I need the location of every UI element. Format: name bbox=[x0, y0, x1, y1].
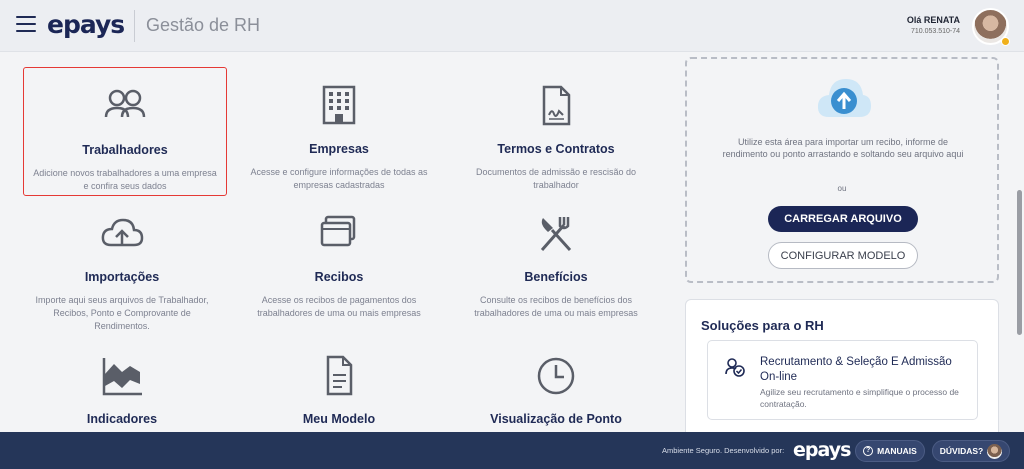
card-title: Trabalhadores bbox=[82, 143, 168, 157]
card-desc: Consulte os recibos de benefícios dos trabalhadores de uma ou mais empresas bbox=[474, 295, 638, 318]
solutions-panel bbox=[685, 299, 999, 439]
solution-item-title: Recrutamento & Seleção E Admissão On-line bbox=[760, 356, 952, 383]
configure-model-button[interactable]: CONFIGURAR MODELO bbox=[768, 242, 918, 269]
upload-instructions: Utilize esta área para importar um recibo, informe de rendimento ou ponto arrastando e soltando seu arquivo aqui bbox=[722, 137, 964, 159]
card-title: Visualização de Ponto bbox=[490, 412, 622, 426]
card-indicadores[interactable] bbox=[20, 354, 224, 426]
footer bbox=[0, 432, 1024, 469]
card-title: Importações bbox=[84, 270, 160, 284]
upload-dropzone[interactable] bbox=[685, 57, 999, 283]
epays-logo[interactable]: epays bbox=[47, 10, 125, 39]
receipts-icon bbox=[317, 212, 361, 256]
card-desc: Documentos de admissão e rescisão do trabalhador bbox=[475, 167, 637, 190]
cloud-upload-icon bbox=[815, 71, 873, 123]
questions-button[interactable] bbox=[932, 440, 1010, 462]
header-divider bbox=[134, 10, 135, 42]
card-importacoes[interactable] bbox=[20, 212, 224, 333]
contract-icon bbox=[534, 84, 578, 128]
card-visualizacao-ponto[interactable] bbox=[454, 354, 658, 426]
upload-or: ou bbox=[837, 184, 847, 193]
support-avatar bbox=[987, 444, 1002, 459]
user-check-icon bbox=[724, 356, 746, 378]
card-title: Meu Modelo bbox=[302, 412, 376, 426]
app-title: Gestão de RH bbox=[146, 15, 261, 35]
upload-file-button[interactable]: CARREGAR ARQUIVO bbox=[768, 206, 918, 232]
footer-text: Ambiente Seguro. Desenvolvido por: bbox=[662, 446, 785, 455]
menu-icon[interactable] bbox=[16, 16, 36, 34]
card-trabalhadores[interactable] bbox=[23, 67, 227, 196]
solutions-title: Soluções para o RH bbox=[701, 318, 824, 333]
help-icon: ? bbox=[863, 446, 873, 456]
top-header bbox=[0, 0, 1024, 52]
cloud-upload-icon bbox=[100, 212, 144, 256]
solution-item-desc: Agilize seu recrutamento e simplifique o processo de contratação. bbox=[760, 387, 959, 409]
fork-knife-icon bbox=[534, 212, 578, 256]
building-icon bbox=[317, 84, 361, 128]
card-desc: Acesse os recibos de pagamentos dos trabalhadores de uma ou mais empresas bbox=[257, 295, 421, 318]
card-desc: Adicione novos trabalhadores a uma empresa e confira seus dados bbox=[33, 168, 217, 191]
card-desc: Acesse e configure informações de todas as empresas cadastradas bbox=[250, 167, 428, 190]
status-dot bbox=[1001, 37, 1010, 46]
card-title: Termos e Contratos bbox=[497, 142, 615, 156]
card-title: Indicadores bbox=[86, 412, 158, 426]
clock-icon bbox=[534, 354, 578, 398]
scrollbar-thumb[interactable] bbox=[1017, 190, 1022, 335]
footer-logo[interactable]: epays bbox=[793, 439, 851, 461]
manuals-label: MANUAIS bbox=[877, 446, 917, 456]
card-desc: Importe aqui seus arquivos de Trabalhador, Recibos, Ponto e Comprovante de Rendimentos. bbox=[35, 295, 209, 331]
card-title: Empresas bbox=[309, 142, 369, 156]
users-icon bbox=[103, 85, 147, 129]
recruitment-solution-card[interactable] bbox=[707, 340, 978, 420]
user-greeting: Olá RENATA bbox=[906, 15, 960, 25]
card-empresas[interactable] bbox=[237, 84, 441, 192]
area-chart-icon bbox=[100, 354, 144, 398]
card-recibos[interactable] bbox=[237, 212, 441, 320]
card-termos-contratos[interactable] bbox=[454, 84, 658, 192]
manuals-button[interactable] bbox=[855, 440, 925, 462]
card-meu-modelo[interactable] bbox=[237, 354, 441, 426]
card-beneficios[interactable] bbox=[454, 212, 658, 320]
questions-label: DÚVIDAS? bbox=[939, 446, 984, 456]
document-icon bbox=[317, 354, 361, 398]
user-document: 710.053.510-74 bbox=[910, 28, 960, 35]
card-title: Recibos bbox=[314, 270, 364, 284]
card-title: Benefícios bbox=[524, 270, 588, 284]
